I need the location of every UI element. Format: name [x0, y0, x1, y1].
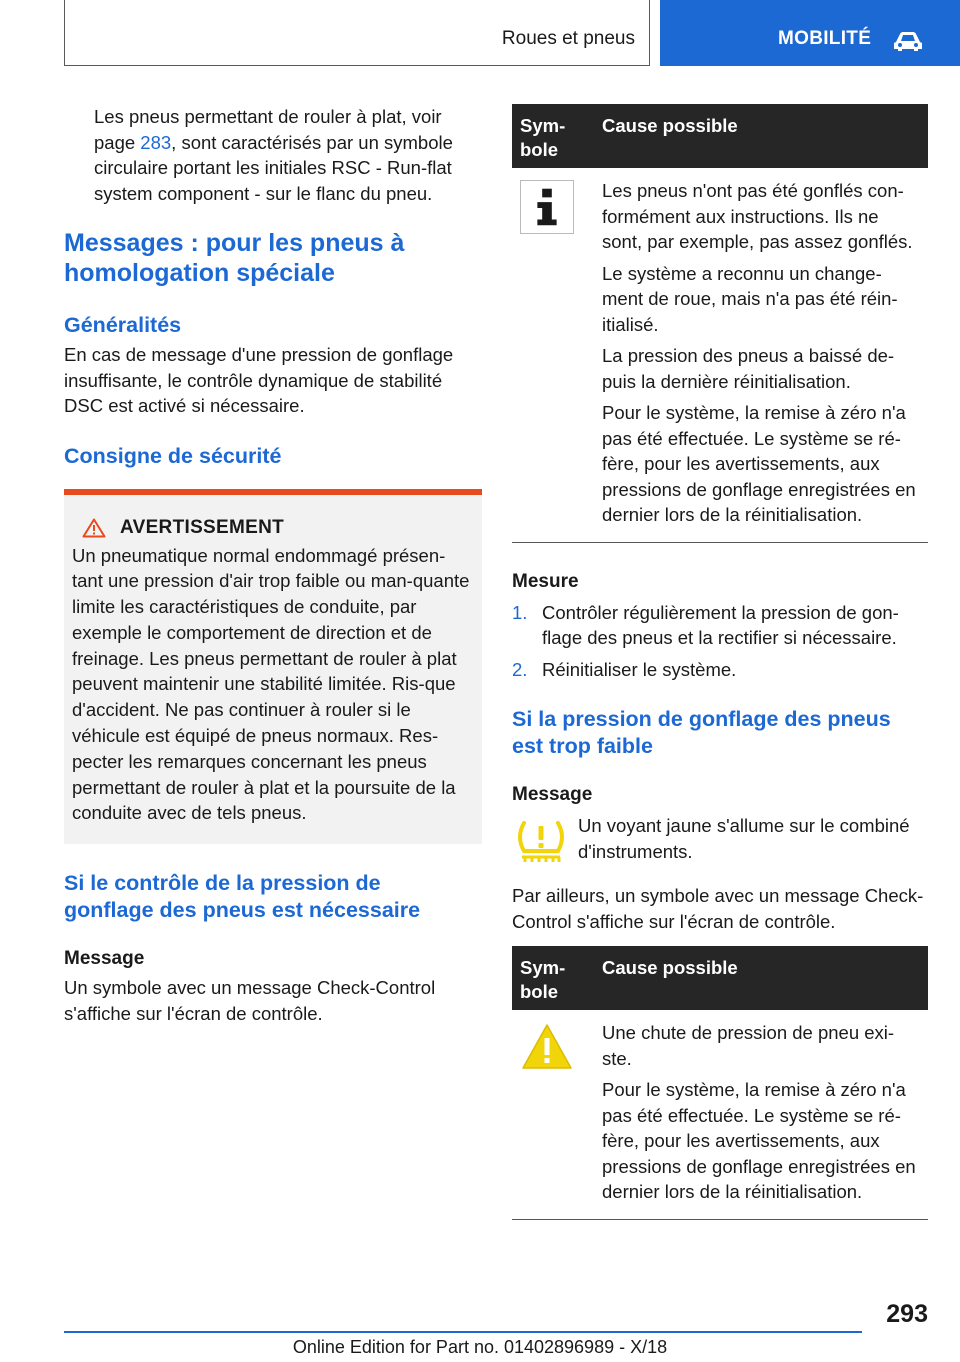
check-control-paragraph: Par ailleurs, un symbole avec un message Check-Control s'affiche sur l'écran de contrôle.	[512, 885, 924, 932]
indicator-message-row	[512, 813, 928, 867]
table-header	[512, 946, 928, 1010]
header-cause: Cause possible	[602, 115, 738, 136]
info-icon	[520, 180, 574, 234]
list-item: 2. Réinitialiser le système.	[512, 658, 737, 680]
cause-text: Pour le système, la remise à zéro n'a pas été effectuée. Le système se ré-fère, pour les avertissements, aux pressions de gonflage enregistrées en dernier lors de la réinitialisation.	[602, 1079, 916, 1202]
message-heading: Message	[64, 948, 145, 970]
section-title: Roues et pneus	[501, 28, 635, 49]
message-heading: Message	[512, 784, 593, 805]
cause-text: Les pneus n'ont pas été gonflés con-formément aux instructions. Ils ne sont, par exemple, pas assez gonflés.	[602, 180, 913, 252]
mesure-heading: Mesure	[512, 570, 579, 592]
category-label: MOBILITÉ	[778, 28, 872, 49]
symbol-cell	[512, 1010, 602, 1219]
subheading-pressure-too-low: Si la pression de gonflage des pneus est trop faible	[512, 707, 891, 758]
subheading-consigne: Consigne de sécurité	[64, 443, 282, 468]
list-item: 1. Contrôler régulièrement la pression de gon-flage des pneus et la rectifier si nécessaire.	[512, 601, 899, 648]
warning-title: AVERTISSEMENT	[120, 516, 285, 538]
cause-text: La pression des pneus a baissé de-puis la dernière réinitialisation.	[602, 345, 895, 392]
page-number: 293	[886, 1300, 928, 1328]
yellow-warning-triangle-icon	[520, 1022, 574, 1072]
generalites-paragraph: En cas de message d'une pression de gonflage insuffisante, le contrôle dynamique de stabilité DSC est activé si nécessaire.	[64, 344, 454, 416]
tire-pressure-warning-icon	[512, 817, 570, 867]
table-row	[512, 1010, 928, 1220]
cause-text: Une chute de pression de pneu exi-ste.	[602, 1022, 895, 1069]
right-column	[512, 104, 928, 1220]
cause-cell	[602, 168, 928, 542]
header-symbol: Sym- bole	[520, 957, 566, 1002]
header-category-tab[interactable]	[660, 0, 960, 66]
cause-cell	[602, 1010, 928, 1219]
symbol-cell	[512, 168, 602, 542]
mesure-steps-list	[512, 600, 928, 683]
left-column	[64, 104, 482, 1026]
warning-text: Un pneumatique normal endommagé présen-tant une pression d'air trop faible ou man-quante limite les caractéristiques de conduite, par exemple le comportement de direction et de freinage. Les pneus permettant de rouler à plat peuvent maintenir une stabilité limitée. Ris-que d'accident. Ne pas continuer à rouler si le véhicule est équipé de pneus normaux. Res-pecter les remarques concernant les pneus permettant de rouler à plat et la poursuite de la conduite avec de tels pneus.	[72, 544, 470, 824]
rsc-intro-paragraph: Les pneus permettant de rouler à plat, voir page 283, sont caractérisés par un symbole circulaire portant les initiales RSC - Run-flat system component - sur le flanc du pneu.	[94, 106, 453, 204]
cause-text: Pour le système, la remise à zéro n'a pas été effectuée. Le système se ré-fère, pour les avertissements, aux pressions de gonflage enregistrées en dernier lors de la réinitialisation.	[602, 402, 916, 525]
warning-triangle-icon	[82, 518, 106, 538]
header-cause: Cause possible	[602, 957, 738, 978]
page-reference-link[interactable]: 283	[140, 131, 172, 153]
footer-edition-text: Online Edition for Part no. 01402896989 - X/18	[292, 1337, 668, 1357]
subheading-generalites: Généralités	[64, 313, 182, 337]
indicator-message-text: Un voyant jaune s'allume sur le combiné d'instruments.	[578, 815, 910, 862]
cause-table-1	[512, 104, 928, 543]
table-header	[512, 104, 928, 168]
cause-table-2	[512, 946, 928, 1220]
warning-header	[72, 517, 472, 539]
footer-divider	[64, 1331, 862, 1333]
section-heading-special-tires: Messages : pour les pneus à homologation spéciale	[64, 229, 405, 287]
warning-box	[64, 489, 482, 845]
table-row	[512, 168, 928, 543]
header-section-box	[64, 0, 650, 66]
message-paragraph: Un symbole avec un message Check-Control s'affiche sur l'écran de contrôle.	[64, 977, 436, 1024]
subheading-check-required: Si le contrôle de la pression de gonflage des pneus est nécessaire	[64, 871, 421, 923]
header-symbol: Sym- bole	[520, 115, 566, 160]
car-icon	[892, 30, 924, 52]
cause-text: Le système a reconnu un change-ment de roue, mais n'a pas été réin-itialisé.	[602, 262, 898, 335]
